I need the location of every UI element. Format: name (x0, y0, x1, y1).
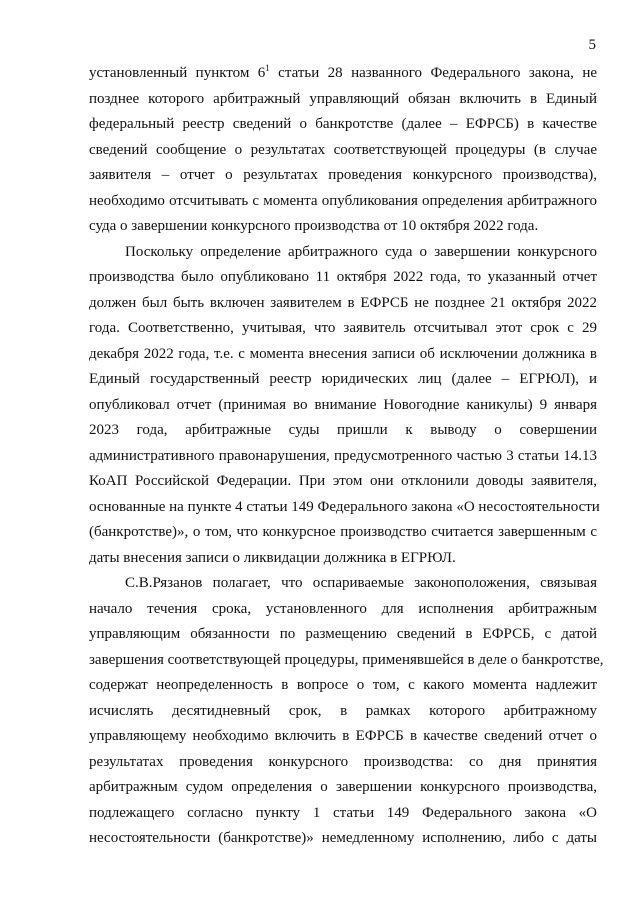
text-line: Единый государственный реестр юридических лиц (далее – ЕГРЮЛ), и (89, 371, 597, 387)
text-line: основанные на пункте 4 статьи 149 Федерального закона «О несостоятельности (89, 498, 600, 515)
text-line: даты внесения записи о ликвидации должника в ЕГРЮЛ. (89, 549, 456, 566)
text-line: начало течения срока, установленного для исполнения арбитражным (89, 600, 597, 617)
text-line: суда о завершении конкурсного производства от 10 октября 2022 года. (89, 218, 539, 234)
text-line: (банкротстве)», о том, что конкурсное производство считается завершенным с (89, 524, 597, 540)
text-line: результатах проведения конкурсного производства: со дня принятия (89, 753, 597, 770)
text-line: декабря 2022 года, т.е. с момента внесения записи об исключении должника в (89, 345, 597, 362)
text-line: подлежащего согласно пункту 1 статьи 149 Федерального закона «О (89, 804, 597, 821)
text-line: несостоятельности (банкротстве)» немедленному исполнению, либо с даты (89, 830, 597, 846)
text-line: федеральный реестр сведений о банкротстве (далее – ЕФРСБ) в качестве (89, 116, 597, 132)
text-line: 2023 года, арбитражные суды пришли к выводу о совершении (89, 422, 597, 438)
superscript: 1 (265, 63, 270, 73)
paragraph (89, 240, 600, 572)
text-line: управляющему необходимо включить в ЕФРСБ в качестве сведений отчет о (89, 728, 597, 744)
document-body (89, 61, 604, 852)
text-line: управляющим обязанности по размещению сведений в ЕФРСБ, с датой (89, 626, 597, 642)
text-line: административного правонарушения, предусмотренного частью 3 статьи 14.13 (89, 447, 597, 464)
text-fragment: статьи 28 названного Федерального закона, не (269, 65, 597, 81)
text-line: исчислять десятидневный срок, в рамках которого арбитражному (89, 702, 597, 719)
text-line: должен был быть включен заявителем в ЕФРСБ не позднее 21 октября 2022 (89, 294, 597, 311)
paragraph (89, 571, 604, 852)
text-line: Поскольку определение арбитражного суда о завершении конкурсного (125, 243, 597, 260)
text-line: содержат неопределенность в вопросе о том, с какого момента надлежит (89, 677, 597, 693)
text-line: позднее которого арбитражный управляющий обязан включить в Единый (89, 90, 597, 107)
page-number: 5 (588, 37, 596, 53)
text-line: необходимо отсчитывать с момента опубликования определения арбитражного (89, 192, 597, 209)
text-line: заявителя – отчет о результатах проведения конкурсного производства), (89, 167, 597, 183)
text-line: опубликовал отчет (принимая во внимание Новогодние каникулы) 9 января (89, 396, 597, 413)
text-fragment: установленный пунктом 6 (89, 65, 266, 81)
text-line: арбитражным судом определения о завершении конкурсного производства, (89, 779, 597, 795)
text-line: производства было опубликовано 11 октября 2022 года, то указанный отчет (89, 269, 597, 285)
text-line: года. Соответственно, учитывая, что заявитель отсчитывал этот срок с 29 (89, 320, 597, 336)
text-line: КоАП Российской Федерации. При этом они отклонили доводы заявителя, (89, 473, 597, 489)
text-line: завершения соответствующей процедуры, применявшейся в деле о банкротстве, (89, 651, 604, 668)
paragraph (89, 61, 597, 240)
text-line: С.В.Рязанов полагает, что оспариваемые законоположения, связывая (125, 575, 597, 591)
text-line: сведений сообщение о результатах соответствующей процедуры (в случае (89, 141, 597, 158)
text-line (89, 61, 597, 87)
